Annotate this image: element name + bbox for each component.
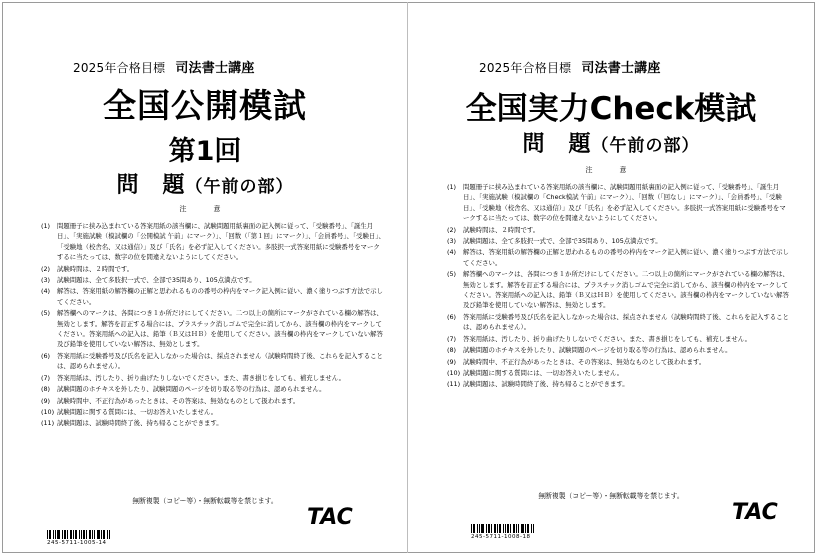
note-item bbox=[447, 236, 791, 246]
note-number: (8) bbox=[41, 385, 51, 394]
note-number: (5) bbox=[447, 270, 457, 279]
note-text: 問題冊子に挟み込まれている答案用紙の該当欄に、試験問題用紙裏面の記入例に従って、「受験番号」、「誕生月日」、「実施試験（模試欄の「Check模試 午前」にマーク）」、「回数（「回なし」にマーク）」、「会員番号」、「受験日」、「受験地（校舎名、又は通信）」及び「氏名」を必ず記入してください。多肢択一式答案用紙に受験番号をマークするに当たっては、数字の位を間違えないようにしてください。 bbox=[463, 183, 786, 223]
note-number: (3) bbox=[41, 276, 51, 285]
note-text: 解答は、答案用紙の解答欄の正解と思われるものの番号の枠内をマーク記入例に従い、濃く塗りつぶす方法で示してください。 bbox=[57, 287, 383, 306]
note-number: (5) bbox=[41, 309, 51, 318]
note-number: (4) bbox=[447, 248, 457, 257]
notes-list bbox=[447, 182, 791, 391]
note-number: (3) bbox=[447, 237, 457, 246]
series-target: 2025年合格目標 bbox=[479, 61, 572, 75]
series-course: 司法書士講座 bbox=[581, 61, 661, 76]
note-item bbox=[447, 312, 791, 333]
note-number: (7) bbox=[41, 373, 51, 382]
note-text: 試験問題のホチキスを外したり、試験問題のページを切り取る等の行為は、認められません。 bbox=[463, 346, 732, 355]
subtitle-main: 問 題 bbox=[522, 132, 592, 157]
exam-subtitle bbox=[409, 127, 813, 158]
note-number: (2) bbox=[447, 225, 457, 234]
note-number: (11) bbox=[41, 419, 55, 428]
barcode-number: 245-5711-1005-14 bbox=[47, 540, 107, 546]
note-text: 解答欄へのマークは、各問につき１か所だけにしてください。二つ以上の箇所にマークがされている欄の解答は、無効とします。解答を訂正する場合には、プラスチック消しゴムで完全に消してから、該当欄の枠内をマークしてください。答案用紙への記入は、鉛筆（Ｂ又はＨＢ）を使用してください。該当欄の枠内をマークしていない解答及び鉛筆を使用していない解答は、無効とします。 bbox=[463, 270, 789, 310]
notes-heading: 注 意 bbox=[585, 166, 637, 174]
note-number: (4) bbox=[41, 287, 51, 296]
note-text: 試験問題に関する質問には、一切お答えいたしません。 bbox=[57, 407, 218, 416]
note-text: 試験問題は、試験時間終了後、持ち帰ることができます。 bbox=[57, 419, 223, 428]
barcode-block bbox=[471, 524, 537, 540]
note-number: (6) bbox=[41, 351, 51, 360]
copyright-notice: 無断複製（コピー等）・無断転載等を禁じます。 bbox=[538, 492, 684, 500]
note-number: (7) bbox=[447, 334, 457, 343]
note-text: 試験問題に関する質問には、一切お答えいたしません。 bbox=[463, 368, 624, 377]
cover-page-right bbox=[409, 3, 813, 553]
note-text: 試験時間は、２時間です。 bbox=[57, 264, 134, 273]
note-number: (6) bbox=[447, 312, 457, 321]
note-text: 試験問題は、全て多肢択一式で、全部で35問あり、105点満点です。 bbox=[57, 276, 256, 285]
note-number: (11) bbox=[447, 380, 461, 389]
note-item bbox=[41, 407, 385, 417]
note-item bbox=[447, 345, 791, 355]
note-text: 試験時間は、２時間です。 bbox=[463, 225, 540, 234]
note-text: 試験時間中、不正行為があったときは、その答案は、無効なものとして扱われます。 bbox=[57, 396, 300, 405]
tac-logo: TAC bbox=[307, 505, 353, 530]
note-text: 試験問題は、全て多肢択一式で、全部で35問あり、105点満点です。 bbox=[463, 237, 662, 246]
page-divider bbox=[407, 2, 408, 553]
tac-logo: TAC bbox=[732, 500, 778, 525]
note-number: (10) bbox=[447, 368, 461, 377]
note-text: 試験問題は、試験時間終了後、持ち帰ることができます。 bbox=[463, 380, 629, 389]
note-item bbox=[447, 225, 791, 235]
note-number: (8) bbox=[447, 346, 457, 355]
note-text: 答案用紙に受験番号及び氏名を記入しなかった場合は、採点されません（試験時間終了後、これらを記入することは、認められません）。 bbox=[463, 312, 789, 332]
note-item bbox=[41, 275, 385, 285]
note-item bbox=[41, 221, 385, 263]
note-item bbox=[41, 286, 385, 307]
exam-title: 全国公開模試 bbox=[103, 86, 307, 125]
note-item bbox=[447, 334, 791, 344]
note-number: (9) bbox=[41, 396, 51, 405]
note-number: (1) bbox=[41, 222, 51, 230]
subtitle-paren: （午前の部） bbox=[591, 136, 700, 156]
note-item bbox=[41, 373, 385, 383]
copyright-notice: 無断複製（コピー等）・無断転載等を禁じます。 bbox=[132, 497, 278, 505]
exam-round: 第1回 bbox=[168, 136, 242, 167]
note-number: (10) bbox=[41, 407, 55, 416]
note-item bbox=[41, 396, 385, 406]
barcode-block bbox=[47, 530, 113, 546]
barcode-number: 245-5711-1008-18 bbox=[471, 534, 531, 540]
note-text: 試験問題のホチキスを外したり、試験問題のページを切り取る等の行為は、認められません。 bbox=[57, 385, 326, 394]
note-item bbox=[41, 308, 385, 350]
series-line bbox=[479, 57, 813, 76]
cover-page-left bbox=[3, 3, 407, 553]
note-text: 試験時間中、不正行為があったときは、その答案は、無効なものとして扱われます。 bbox=[463, 357, 706, 366]
notes-heading: 注 意 bbox=[179, 205, 231, 213]
exam-subtitle bbox=[3, 168, 407, 199]
note-text: 答案用紙に受験番号及び氏名を記入しなかった場合は、採点されません（試験時間終了後、これらを記入することは、認められません）。 bbox=[57, 351, 383, 371]
series-line bbox=[73, 57, 407, 76]
series-target: 2025年合格目標 bbox=[73, 61, 166, 75]
note-item bbox=[41, 418, 385, 428]
note-item bbox=[41, 384, 385, 394]
note-text: 答案用紙は、汚したり、折り曲げたりしないでください。また、書き損じをしても、補充しません。 bbox=[57, 373, 345, 382]
note-item bbox=[447, 247, 791, 268]
note-number: (1) bbox=[447, 183, 457, 191]
note-item bbox=[447, 368, 791, 378]
note-item bbox=[447, 182, 791, 224]
barcode-icon bbox=[471, 524, 537, 533]
note-item bbox=[41, 351, 385, 372]
note-text: 解答欄へのマークは、各問につき１か所だけにしてください。二つ以上の箇所にマークがされている欄の解答は、無効とします。解答を訂正する場合には、プラスチック消しゴムで完全に消してから、該当欄の枠内をマークしてください。答案用紙への記入は、鉛筆（Ｂ又はＨＢ）を使用してください。該当欄の枠内をマークしていない解答及び鉛筆を使用していない解答は、無効とします。 bbox=[57, 309, 383, 349]
note-text: 解答は、答案用紙の解答欄の正解と思われるものの番号の枠内をマーク記入例に従い、濃く塗りつぶす方法で示してください。 bbox=[463, 248, 789, 267]
note-item bbox=[447, 357, 791, 367]
subtitle-paren: （午前の部） bbox=[185, 177, 294, 197]
subtitle-main: 問 題 bbox=[116, 173, 186, 198]
exam-title: 全国実力Check模試 bbox=[465, 91, 757, 127]
series-course: 司法書士講座 bbox=[175, 61, 255, 76]
note-item bbox=[447, 379, 791, 389]
note-text: 問題冊子に挟み込まれている答案用紙の該当欄に、試験問題用紙裏面の記入例に従って、「受験番号」、「誕生月日」、「実施試験（模試欄の「公開模試 午前」にマーク）」、「回数（「第１回」にマーク）」、「会員番号」、「受験日」、「受験地（校舎名、又は通信）」及び「氏名」を必ず記入してください。多肢択一式答案用紙に受験番号をマークするに当たっては、数字の位を間違えないようにしてください。 bbox=[57, 222, 385, 262]
notes-list bbox=[41, 221, 385, 430]
note-number: (2) bbox=[41, 264, 51, 273]
barcode-icon bbox=[47, 530, 113, 539]
note-number: (9) bbox=[447, 357, 457, 366]
note-text: 答案用紙は、汚したり、折り曲げたりしないでください。また、書き損じをしても、補充しません。 bbox=[463, 334, 751, 343]
note-item bbox=[447, 269, 791, 311]
note-item bbox=[41, 264, 385, 274]
